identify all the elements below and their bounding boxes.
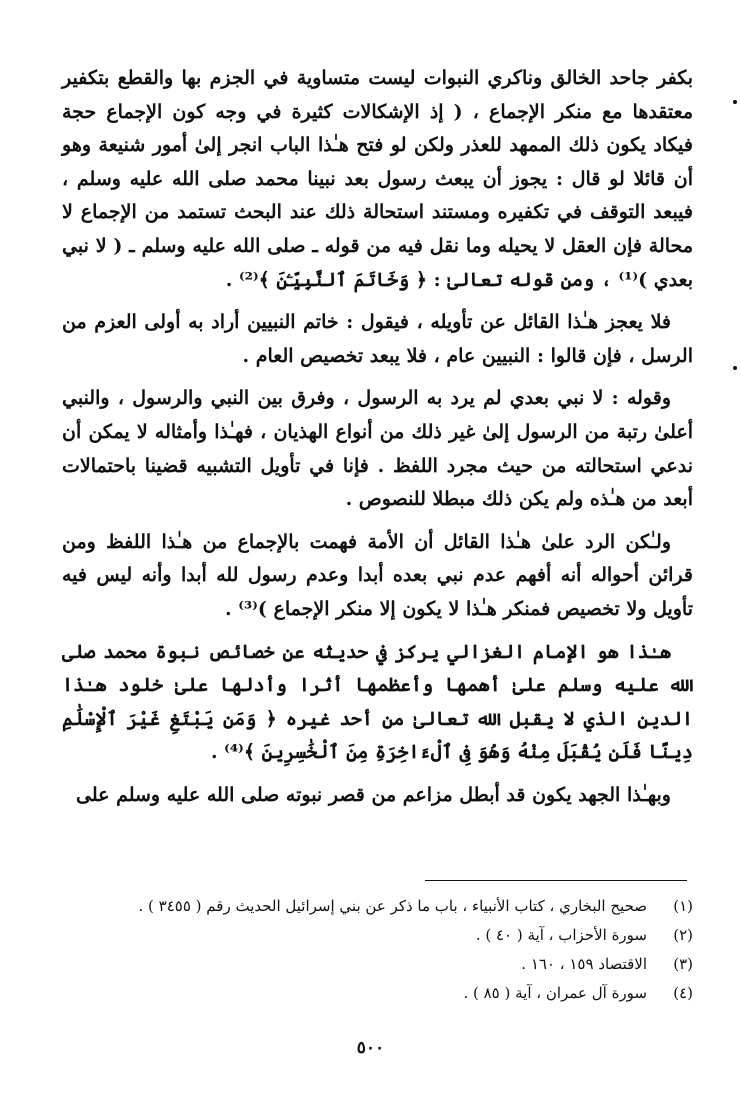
- paragraph: وقوله : لا نبي بعدي لم يرد به الرسول ، وفرق بين النبي والرسول ، والنبي أعلىٰ رتبة من الرسول إلىٰ غير ذلك من أنواع الهذيان ، فهـٰذا وأمثاله لا يمكن أن ندعي استحالته من حيث مجرد اللفظ . فإنا في تأويل التشبيه قضينا باحتمالات أبعد من هـٰذه ولم يكن ذلك مبطلا للنصوص .: [62, 387, 693, 511]
- footnote-text: صحيح البخاري ، كتاب الأنبياء ، باب ما ذكر عن بني إسرائيل الحديث رقم ( ٣٤٥٥ ) .: [138, 897, 647, 915]
- margin-mark: [733, 366, 737, 370]
- footnote-text: الاقتصاد ١٥٩ ، ١٦٠ .: [521, 955, 647, 973]
- page-number: ٥٠٠: [356, 1038, 385, 1058]
- footnote: [62, 950, 693, 979]
- footnote-number: (٣): [673, 955, 693, 973]
- paragraph: وبهـٰذا الجهد يكون قد أبطل مزاعم من قصر نبوته صلى الله عليه وسلم على: [75, 783, 671, 806]
- footnote: [62, 892, 693, 921]
- footnote-separator: [425, 880, 687, 881]
- paragraph: فلا يعجز هـٰذا القائل عن تأويله ، فيقول : خاتم النبيين أراد به أولى العزم من الرسل ، فإن قالوا : النبيين عام ، فلا يبعد تخصيص العام .: [62, 311, 693, 367]
- footnote-number: (٤): [673, 984, 693, 1002]
- margin-mark: [733, 100, 737, 104]
- paragraph: هـٰذا هو الإمام الغزالي يركز في حديثه عن خصائص نبوة محمد صلى الله عليه وسلم علىٰ أهمها وأعظمها أثرا وأدلها علىٰ خلود هـٰذا الدين الذي لا يقبل الله تعالىٰ من أحد غيره ﴿ وَمَن يَبْتَغِ غَيْرَ ٱلْإِسْلَٰمِ دِينًا فَلَن يُقْبَلَ مِنْهُ وَهُوَ فِى ٱلْءَاخِرَةِ مِنَ ٱلْخَٰسِرِينَ ﴾⁽⁴⁾ .: [62, 640, 693, 764]
- footnote-text: سورة الأحزاب ، آية ( ٤٠ ) .: [475, 926, 647, 944]
- footnote-number: (١): [673, 897, 693, 915]
- footnote-number: (٢): [673, 926, 693, 944]
- paragraph: ولـٰكن الرد علىٰ هـٰذا القائل أن الأمة فهمت بالإجماع من هـٰذا اللفظ ومن قرائن أحواله أنه أفهم عدم نبي بعده أبدا وعدم رسول لله أبدا وأنه ليس فيه تأويل ولا تخصيص فمنكر هـٰذا لا يكون إلا منكر الإجماع )⁽³⁾ .: [62, 530, 693, 620]
- paragraph: بكفر جاحد الخالق وناكري النبوات ليست متساوية في الجزم بها والقطع بتكفير معتقدها مع منكر الإجماع ، ( إذ الإشكالات كثيرة في وجه كون الإجماع حجة فيكاد يكون ذلك الممهد للعذر ولكن لو فتح هـٰذا الباب انجر إلىٰ أمور شنيعة وهو أن قائلا لو قال : يجوز أن يبعث رسول بعد نبينا محمد صلى الله عليه وسلم ، فيبعد التوقف في تكفيره ومستند استحالة ذلك عند البحث تستمد من الإجماع لا محالة فإن العقل لا يحيله وما نقل فيه من قوله ـ صلى الله عليه وسلم ـ ( لا نبي بعدي )⁽¹⁾ ، ومن قوله تعالىٰ : ﴿ وَخَاتَمَ ٱلنَّبِيِّـۧنَ ﴾⁽²⁾ .: [62, 67, 693, 291]
- footnote-text: سورة آل عمران ، آية ( ٨٥ ) .: [463, 984, 647, 1002]
- footnotes: [62, 892, 693, 1008]
- footnote: [62, 921, 693, 950]
- footnote: [62, 979, 693, 1008]
- main-text: [62, 62, 693, 812]
